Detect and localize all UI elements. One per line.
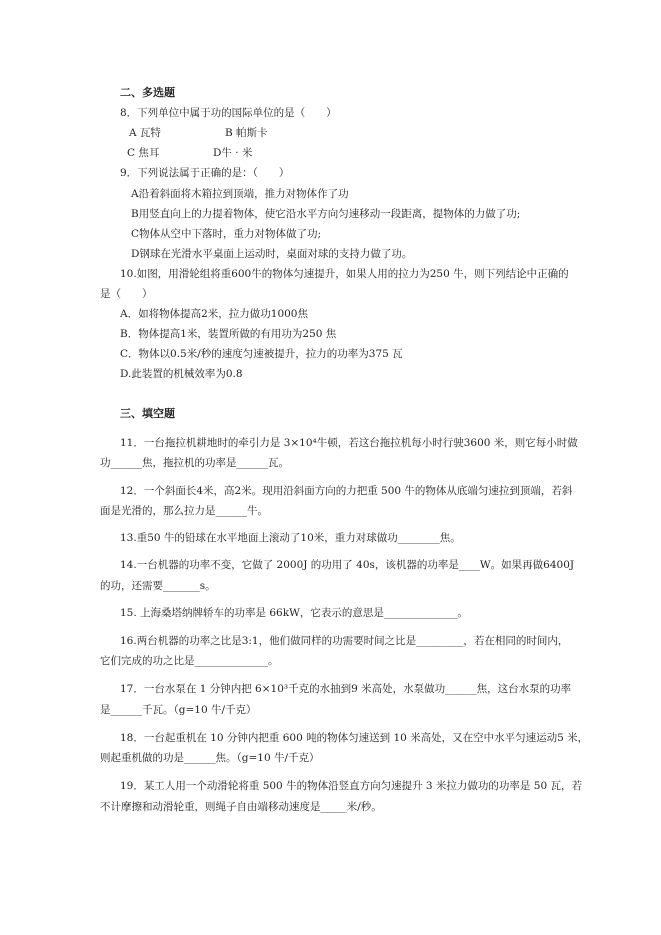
- question-12-line2: 面是光滑的，那么拉力是______牛。: [100, 505, 268, 517]
- question-17-line2: 是______千瓦。（g=10 牛/千克）: [100, 704, 257, 716]
- question-10-option-a: A．如将物体提高2米，拉力做功1000焦: [120, 308, 308, 320]
- question-10-stem-line2: 是（ ）: [100, 288, 153, 300]
- question-11-line2: 功______焦，拖拉机的功率是______瓦。: [100, 457, 289, 469]
- question-17-line1: 17．一台水泵在 1 分钟内把 6×10³千克的水抽到9 米高处，水泵做功______焦，这台水泵的功率: [120, 683, 572, 695]
- question-9-option-a: A沿着斜面将木箱拉到顶端，推力对物体作了功: [131, 188, 349, 200]
- question-10-option-b: B．物体提高1米，装置所做的有用功为250 焦: [120, 328, 337, 340]
- question-14-line1: 14.一台机器的功率不变，它做了 2000J 的功用了 40s，该机器的功率是____W。如果再做6400J: [120, 559, 575, 571]
- question-8-option-d: D牛 · 米: [213, 147, 253, 159]
- question-8-option-c: C 焦耳: [127, 147, 160, 159]
- question-19-line1: 19．某工人用一个动滑轮将重 500 牛的物体沿竖直方向匀速提升 3 米拉力做功的功率是 50 瓦，若: [120, 780, 582, 792]
- question-10-option-d: D.此装置的机械效率为0.8: [120, 368, 243, 380]
- question-10-option-c: C．物体以0.5米/秒的速度匀速被提升，拉力的功率为375 瓦: [120, 348, 403, 360]
- question-11-line1: 11．一台拖拉机耕地时的牵引力是 3×10⁴牛顿，若这台拖拉机每小时行驶3600 米，则它每小时做: [120, 437, 578, 449]
- question-16-line2: 它们完成的功之比是______________。: [100, 655, 279, 667]
- question-19-line2: 不计摩擦和动滑轮重，则绳子自由端移动速度是_____米/秒。: [100, 801, 382, 813]
- question-10-stem-line1: 10.如图，用滑轮组将重600牛的物体匀速提升，如果人用的拉力为250 牛，则下列结论中正确的: [120, 268, 569, 280]
- question-9-stem: 9．下列说法属于正确的是：（ ）: [120, 167, 290, 179]
- question-8-option-b: B 帕斯卡: [225, 127, 268, 139]
- question-8-stem: 8．下列单位中属于功的国际单位的是（ ）: [120, 107, 337, 119]
- section-title-multiple-choice: 二、多选题: [120, 86, 175, 99]
- question-16-line1: 16.两台机器的功率之比是3:1，他们做同样的功需要时间之比是_________，若在相同的时间内，: [120, 635, 569, 647]
- question-13-line1: 13.重50 牛的铅球在水平地面上滚动了10米，重力对球做功________焦。: [120, 532, 461, 544]
- question-14-line2: 的功，还需要_______s。: [100, 580, 216, 592]
- question-15-line1: 15. 上海桑塔纳牌轿车的功率是 66kW，它表示的意思是______________。: [120, 607, 468, 619]
- question-9-option-b: B用竖直向上的力提着物体，使它沿水平方向匀速移动一段距离，提物体的力做了功;: [131, 208, 521, 220]
- section-title-fill-blank: 三、填空题: [120, 407, 175, 420]
- question-8-option-a: A 瓦特: [129, 127, 161, 139]
- question-9-option-c: C物体从空中下落时，重力对物体做了功;: [131, 228, 322, 240]
- question-18-line1: 18．一台起重机在 10 分钟内把重 600 吨的物体匀速送到 10 米高处，又在空中水平匀速运动5 米，: [120, 732, 589, 744]
- question-12-line1: 12．一个斜面长4米，高2米。现用沿斜面方向的力把重 500 牛的物体从底端匀速拉到顶端，若斜: [120, 485, 573, 497]
- question-18-line2: 则起重机做的功是______焦。（g=10 牛/千克）: [100, 752, 320, 764]
- question-9-option-d: D钢球在光滑水平桌面上运动时，桌面对球的支持力做了功。: [131, 248, 413, 260]
